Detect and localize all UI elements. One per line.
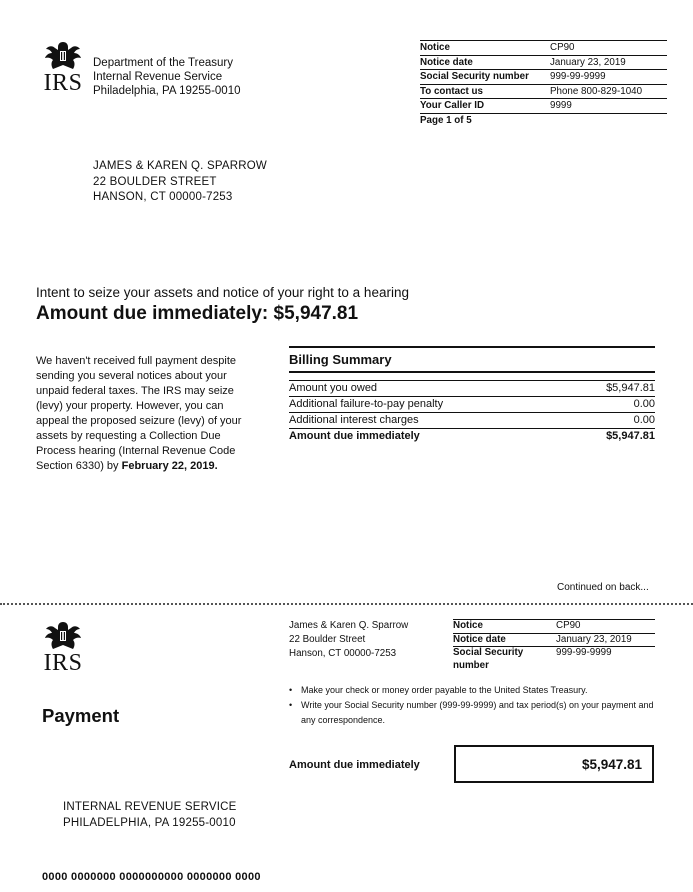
paragraph-text: We haven't received full payment despite sending you several notices about your unpaid federal taxes. The IRS may seize (levy) your property. However, you can appeal the proposed seizure (levy) of your assets by requesting a Collection Due Process hearing (Internal Revenue Code Section 6330) by xyxy=(36,355,242,472)
notice-date-label: Notice date xyxy=(453,633,506,645)
recipient-line: JAMES & KAREN Q. SPARROW xyxy=(93,160,267,172)
billing-value: $5,947.81 xyxy=(606,382,655,394)
irs-logo xyxy=(38,618,88,674)
notice-info-box xyxy=(420,40,667,127)
payment-notice-box xyxy=(453,619,655,672)
notice-date-value: January 23, 2019 xyxy=(556,633,632,645)
instruction-item xyxy=(289,683,655,698)
ssn-value: 999-99-9999 xyxy=(556,647,612,658)
billing-row xyxy=(289,397,655,413)
agency-line: Philadelphia, PA 19255-0010 xyxy=(93,85,241,97)
billing-value: 0.00 xyxy=(633,398,655,410)
payer-line: Hanson, CT 00000-7253 xyxy=(289,648,397,659)
recipient-line: 22 BOULDER STREET xyxy=(93,175,217,188)
irs-address-line: PHILADELPHIA, PA 19255-0010 xyxy=(63,816,236,829)
notice-label: Notice xyxy=(453,620,483,631)
payment-notice-row xyxy=(453,634,655,648)
contact-label: To contact us xyxy=(420,85,483,97)
intent-heading: Intent to seize your assets and notice of your right to a hearing xyxy=(36,285,409,300)
billing-row xyxy=(289,413,655,429)
notice-row xyxy=(420,41,667,56)
notice-row xyxy=(420,56,667,71)
continued-on-back: Continued on back... xyxy=(557,582,649,593)
scan-line-code: 0000 0000000 0000000000 0000000 0000 xyxy=(42,871,261,883)
irs-address-line: INTERNAL REVENUE SERVICE xyxy=(63,801,237,813)
eagle-emblem-icon xyxy=(43,618,83,652)
payer-line: 22 Boulder Street xyxy=(289,634,366,645)
irs-logo-text: IRS xyxy=(43,70,83,96)
page-indicator: Page 1 of 5 xyxy=(420,114,472,126)
caller-id-value: 9999 xyxy=(550,100,572,111)
billing-label: Additional interest charges xyxy=(289,414,419,426)
contact-value: Phone 800-829-1040 xyxy=(550,85,643,97)
irs-logo-text: IRS xyxy=(43,650,83,676)
recipient-address xyxy=(93,159,267,206)
notice-date-value: January 23, 2019 xyxy=(550,56,626,68)
payment-notice-row xyxy=(453,620,655,634)
billing-label: Amount you owed xyxy=(289,382,378,394)
payer-address xyxy=(289,619,408,661)
billing-summary-title: Billing Summary xyxy=(289,348,655,373)
notice-row xyxy=(420,70,667,85)
notice-row xyxy=(420,99,667,114)
notice-value: CP90 xyxy=(550,42,575,53)
payer-line: James & Karen Q. Sparrow xyxy=(289,620,409,631)
irs-logo xyxy=(38,38,88,94)
instruction-item xyxy=(289,698,655,728)
agency-line: Department of the Treasury xyxy=(93,57,233,69)
agency-address xyxy=(93,56,241,98)
deadline-date: February 22, 2019. xyxy=(121,460,218,472)
notice-date-label: Notice date xyxy=(420,56,473,68)
billing-value: 0.00 xyxy=(633,414,655,426)
bullet-icon: • xyxy=(289,700,293,710)
billing-label: Additional failure-to-pay penalty xyxy=(289,398,444,410)
notice-label: Notice xyxy=(420,42,450,53)
notice-row xyxy=(420,85,667,100)
ssn-label: Social Security number xyxy=(453,647,524,671)
instruction-text: Write your Social Security number (999-99-9999) and tax period(s) on your payment and any correspondence. xyxy=(301,700,654,725)
recipient-line: HANSON, CT 00000-7253 xyxy=(93,191,233,203)
billing-total-value: $5,947.81 xyxy=(606,430,655,442)
payment-instructions xyxy=(289,683,655,728)
agency-line: Internal Revenue Service xyxy=(93,71,223,83)
levy-notice-paragraph xyxy=(36,354,250,474)
caller-id-label: Your Caller ID xyxy=(420,100,485,111)
instruction-text: Make your check or money order payable to the United States Treasury. xyxy=(301,685,588,695)
payment-notice-row xyxy=(453,647,655,672)
tear-off-line xyxy=(0,603,693,605)
page-indicator-row xyxy=(420,114,667,128)
irs-mailing-address xyxy=(63,800,237,831)
bullet-icon: • xyxy=(289,685,293,695)
billing-row xyxy=(289,380,655,397)
amount-due-heading: Amount due immediately: $5,947.81 xyxy=(36,303,359,324)
ssn-label: Social Security number xyxy=(420,71,529,82)
billing-total-label: Amount due immediately xyxy=(289,430,420,442)
notice-value: CP90 xyxy=(556,620,581,631)
eagle-emblem-icon xyxy=(43,38,83,72)
billing-total-row xyxy=(289,429,655,444)
payment-title: Payment xyxy=(42,705,120,726)
billing-summary xyxy=(289,346,655,444)
ssn-value: 999-99-9999 xyxy=(550,71,606,82)
amount-due-value: $5,947.81 xyxy=(581,756,642,772)
amount-due-box[interactable] xyxy=(454,745,654,783)
amount-due-label: Amount due immediately xyxy=(289,759,420,771)
